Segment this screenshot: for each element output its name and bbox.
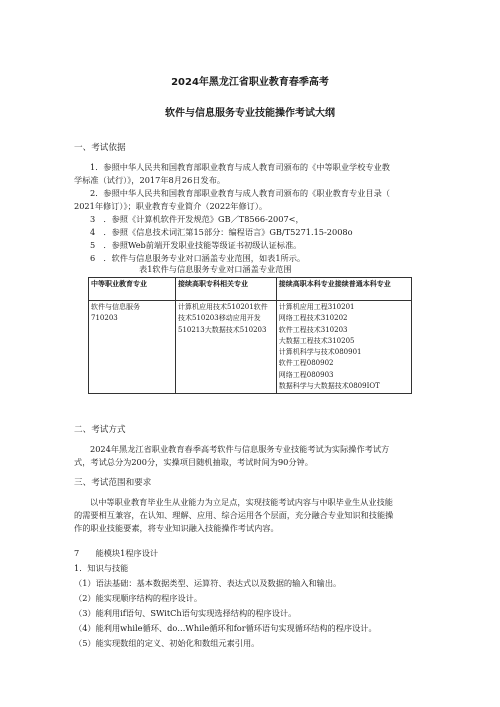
- basis-line: 1．参照中华人民共和国教育部职业教育与成人教育司颁布的《中等职业学校专业教: [90, 162, 390, 172]
- cell-line: 软件与信息服务: [91, 303, 140, 311]
- scope-line: 的需要相互兼容，在认知、理解、应用、综合运用各个层面，充分融合专业知识和技能操: [74, 510, 394, 520]
- document-subtitle: 软件与信息服务专业技能操作考试大纲: [165, 108, 335, 119]
- scope-line: 以中等职业教育毕业生从业能力为立足点，实现技能考试内容与中职毕业生从业技能: [90, 497, 393, 507]
- table-header-cell: 接续高职专科相关专业: [175, 278, 276, 301]
- cell-line: 计算机应用工程310201: [278, 303, 355, 311]
- table-header-row: [89, 278, 412, 301]
- method-line: 式，考试总分为200分，实操项目随机抽取，考试时间为90分钟。: [74, 457, 313, 467]
- basis-line: 6 ．软件与信息服务专业对口涵盖专业范围，如表1所示。: [90, 253, 306, 263]
- table-cell-secondary-major: [89, 301, 176, 394]
- scope-table: [88, 277, 412, 394]
- section-heading-scope: 三、考试范围和要求: [74, 478, 152, 488]
- cell-line: 710203: [91, 314, 118, 323]
- knowledge-item: （2）能实现顺序结构的程序设计。: [74, 593, 203, 603]
- document-title: 2024年黑龙江省职业教育春季高考: [171, 77, 329, 88]
- knowledge-heading: 1．知识与技能: [74, 563, 129, 573]
- table-cell-vocational-majors: [175, 301, 276, 394]
- cell-line: 网络工程080903: [278, 370, 334, 379]
- cell-line: 软件工程080902: [278, 359, 334, 368]
- cell-line: 大数据工程技术310205: [278, 336, 355, 345]
- knowledge-item: （1）语法基础：基本数据类型、运算符、表达式以及数据的输入和输出。: [74, 578, 342, 588]
- table-cell-undergraduate-majors: [276, 301, 411, 394]
- cell-text: 计算机应用技术510201软件技术510203移动应用开发510213大数据技术510203: [177, 303, 268, 334]
- basis-line: 2021年修订）》；职业教育专业简介（2022年修订）。: [74, 201, 268, 211]
- basis-line: 学标准（试行）》，2017年8月26日发布。: [74, 175, 226, 185]
- knowledge-item: （5）能实现数组的定义、初始化和数组元素引用。: [74, 638, 260, 648]
- table-row: [89, 301, 412, 394]
- method-line: 2024年黑龙江省职业教育春季高考软件与信息服务专业技能考试为实际操作考试方: [90, 444, 390, 454]
- cell-line: 计算机科学与技术080901: [278, 348, 362, 357]
- section-heading-basis: 一、考试依据: [74, 143, 126, 153]
- table-header-cell: 接续高职本科专业接续普通本科专业: [276, 278, 411, 301]
- cell-line: 软件工程技术310203: [278, 325, 348, 334]
- section-heading-method: 二、考试方式: [74, 425, 126, 435]
- table-header-cell: 中等职业教育专业: [89, 278, 176, 301]
- basis-line: 4 ．参照《信息技术词汇第15部分：编程语言》GB/T5271.15-2008o: [90, 227, 353, 237]
- cell-line: 数据科学与大数据技术0809IOT: [278, 382, 380, 391]
- basis-line: 5 ．参照Web前端开发职业技能等级证书初级认证标准。: [90, 240, 302, 250]
- knowledge-item: （4）能利用while循环、do…While循环和for循环语句实现循环结构的程序设计。: [74, 623, 377, 633]
- module-heading: 7 能模块1程序设计: [74, 548, 159, 558]
- basis-line: 3 ．参照《计算机软件开发规范》GB／T8566-2007<，: [90, 214, 304, 224]
- scope-line: 作的职业技能要素，将专业知识融入技能操作考试内容。: [74, 523, 279, 533]
- basis-line: 2．参照中华人民共和国教育部职业教育与成人教育司颁布的《职业教育专业目录（: [90, 188, 390, 198]
- table-caption: 表1软件与信息服务专业对口涵盖专业范围: [139, 264, 292, 274]
- knowledge-item: （3）能利用if语句、SWitCh语句实现选择结构的程序设计。: [74, 608, 297, 618]
- cell-line: 网络工程技术310202: [278, 314, 348, 323]
